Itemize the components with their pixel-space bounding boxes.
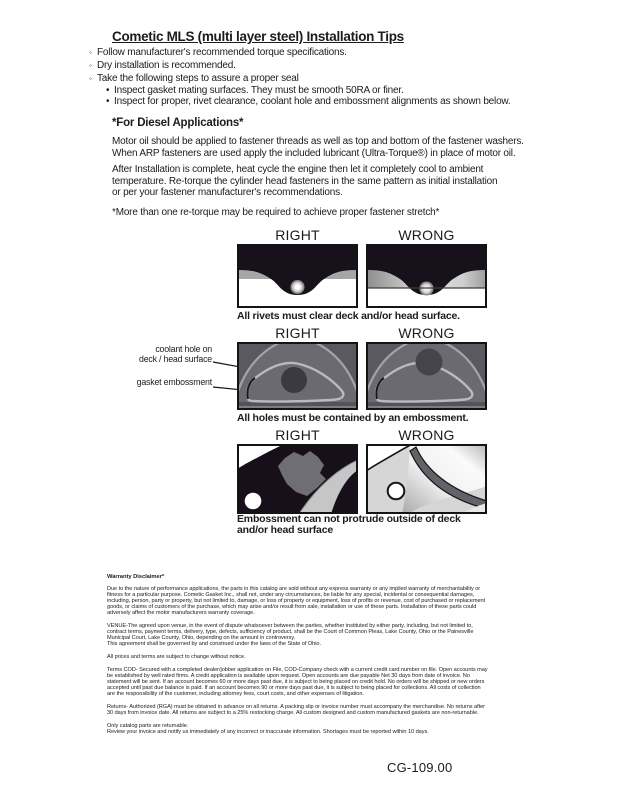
bolt-hole-icon (388, 483, 405, 500)
bullet-icon: • (106, 96, 110, 108)
right-label: RIGHT (275, 227, 320, 243)
wrong-label: WRONG (398, 427, 455, 443)
list-item (89, 72, 559, 85)
embossment-right-diagram (237, 444, 358, 514)
open-bullet-icon: ◦ (89, 61, 92, 70)
bullet-icon: • (106, 85, 110, 96)
embossment-wrong-diagram (366, 444, 487, 514)
legal-paragraph: Returns- Authorized (RGA) must be obtained in advance on all returns. A packing slip or invoice number must accompany the merchandise. No returns after 30 days from invoice date. All returns are subject to a 25% restocking charge. All custom designed and custom manufactured gaskets are non-returnable. (107, 704, 485, 716)
open-bullet-icon: ◦ (89, 74, 92, 83)
legal-paragraph: Only catalog parts are returnable. Review your invoice and notify us immediately of any incorrect or inaccurate information. Shortages must be reported within 10 days. (107, 723, 429, 735)
diesel-applications-heading: *For Diesel Applications* (112, 117, 244, 129)
warranty-disclaimer (107, 574, 519, 742)
embossment-caption: Embossment can not protrude outside of deck and/or head surface (237, 513, 461, 536)
legal-paragraph: VENUE-The agreed upon venue, in the event of dispute whatsoever between the parties, whether instituted by either party, including, but not limited to, contract terms, payment terms, delivery, type, defects, sufficiency of product, shall be the Court of Common Pleas, Lake County, Ohio or the Painesville Municipal Court, Lake County, Ohio, depending on the amount in controversy. This agreement shall be governed by and construed under the laws of the State of Ohio. (107, 623, 474, 647)
rivet-right-diagram (237, 244, 358, 308)
rivet-wrong-diagram (366, 244, 487, 308)
page-number: CG-109.00 (387, 760, 453, 775)
list-item-text: Inspect for proper, rivet clearance, coolant hole and embossment alignments as shown below. (114, 96, 511, 108)
list-item (89, 46, 559, 59)
rivet-caption: All rivets must clear deck and/or head surface. (237, 310, 460, 322)
list-item (89, 85, 559, 96)
right-label: RIGHT (275, 325, 320, 341)
installation-tips-list (89, 46, 559, 107)
gasket-embossment-annotation: gasket embossment (136, 377, 212, 387)
coolant-hole-right-diagram (237, 342, 358, 410)
list-item-text: Follow manufacturer's recommended torque specifications. (97, 47, 347, 58)
list-item (89, 96, 559, 107)
legal-paragraph: Due to the nature of performance applications, the parts in this catalog are sold without any express warranty or any implied warranty of merchantability or fitness for a particular purpose. Cometic Gasket Inc., shall not, under any circumstances, be liable for any special, incidental or consequential damages, including, person, party or property, but not limited to, damage, or loss of property or equipment, loss of profits or revenue, cost of purchased or replacement goods, or claims of customers of the purchase, which may arise and/or result from sale, installation or use of these parts. Installation of these parts could adversely affect the motor manufacturers warranty coverage. (107, 586, 486, 616)
diesel-paragraph: Motor oil should be applied to fastener threads as well as top and bottom of the fastener washers. When ARP fasteners are used apply the included lubricant (Ultra-Torque®) in place of motor oil. (112, 136, 524, 159)
right-label: RIGHT (275, 427, 320, 443)
legal-paragraph: All prices and terms are subject to change without notice. (107, 654, 246, 660)
open-bullet-icon: ◦ (89, 48, 92, 57)
coolant-hole-icon (416, 349, 443, 376)
coolant-hole-wrong-diagram (366, 342, 487, 410)
rivet-icon (291, 280, 305, 294)
warranty-heading: Warranty Disclaimer* (107, 574, 165, 580)
page-title: Cometic MLS (multi layer steel) Installation Tips (112, 29, 404, 44)
coolant-hole-icon (281, 367, 307, 393)
list-item (89, 59, 559, 72)
retorque-note: *More than one re-torque may be required to achieve proper fastener stretch* (112, 207, 440, 218)
coolant-hole-annotation: coolant hole on deck / head surface (139, 344, 212, 364)
diesel-paragraph: After Installation is complete, heat cycle the engine then let it completely cool to ambient temperature. Re-torque the cylinder head fasteners in the same pattern as initial installation or per your fastener manufacturer's recommendations. (112, 164, 498, 199)
legal-paragraph: Terms COD- Secured with a completed dealer/jobber application on File, COD-Company check with a current credit card number on file. Open accounts may be established by well rated firms. A credit application is available upon request. Open accounts are due payable Net 30 days from date of invoice. No statement will be sent. If an account becomes 60 or more days past due, it is subject to being placed on credit hold. No orders will be shipped or new orders accepted until past due balance is paid. If an account becomes 90 or more days past due, it is subject to being placed for collections. All costs of collection are the responsibility of the customer, including attorney fees, court costs, and other expenses of litigation. (107, 667, 488, 697)
list-item-text: Inspect gasket mating surfaces. They must be smooth 50RA or finer. (114, 85, 404, 96)
wrong-label: WRONG (398, 325, 455, 341)
list-item-text: Dry installation is recommended. (97, 60, 236, 71)
wrong-label: WRONG (398, 227, 455, 243)
bolt-hole-icon (245, 493, 262, 510)
holes-caption: All holes must be contained by an embossment. (237, 412, 469, 424)
list-item-text: Take the following steps to assure a proper seal (97, 73, 299, 84)
